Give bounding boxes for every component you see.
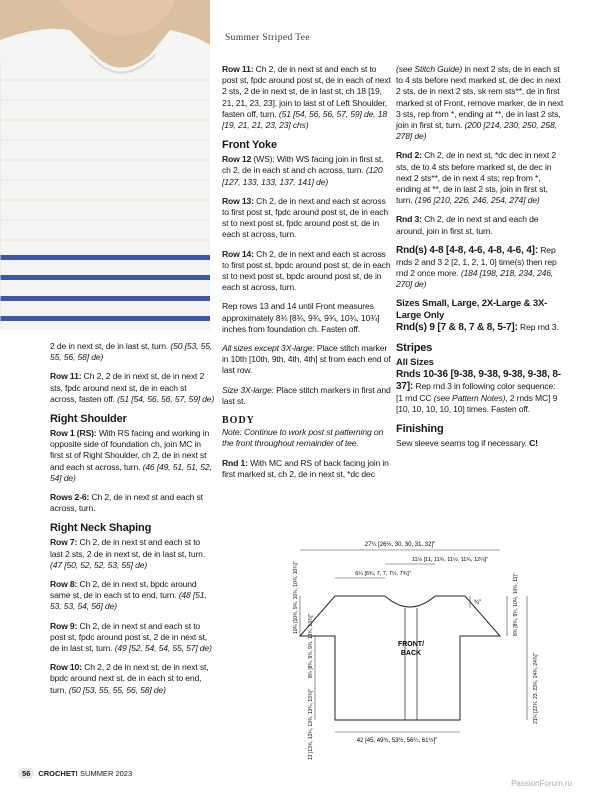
heading-finishing: Finishing — [396, 423, 444, 436]
column-1 — [50, 341, 215, 704]
label-height-right: 21¾ [22¾, 23, 23¾, 24¼, 24¾]" — [533, 652, 539, 724]
paragraph-row-7: Row 7: Ch 2, de in next st and each st to last 2 sts, 2 de in next st, de in last st, turn. (47 [50, 52, 52, 53, 55] de) — [50, 537, 206, 570]
label-neck-depth: ¾" — [474, 600, 482, 606]
issue-label: SUMMER 2023 — [77, 769, 133, 778]
paragraph-rnd-1-cont: (see Stitch Guide) in next 2 sts, de in each st to 4 sts before next marked st, de dec in next 2 sts, de in next 2 sts, sk rem sts**, de in first marked st of Front, remove marker, de in next 3 sts, rep from *, ending at **, de in last 2 sts, join in first st, turn. (200 [214, 230, 250, 258, 278] de) — [396, 64, 564, 142]
paragraph-rnd-9: Rnd(s) 9 [7 & 8, 7 & 8, 5-7]: Rep rnd 3. — [396, 321, 559, 333]
running-head: Summer Striped Tee — [225, 33, 310, 43]
paragraph-row-14: Row 14: Ch 2, de in next and each st across to first post st, bpdc around post st, de in each st to next post st, bpdc around post st, de in each st across, turn. — [222, 248, 391, 293]
paragraph-rnd-2: Rnd 2: Ch 2, de in next st, *dc dec in next 2 sts, de to 4 sts before marked st, de dec in next 2 sts**, de in next 4 sts; rep from *, ending at **, de in last 2 sts, join in first st, turn. (196 [210, 226, 246, 254, 274] de) — [396, 150, 556, 206]
paragraph-all-sizes-except: All sizes except 3X-large: Place stitch marker in 10th [10th, 9th, 4th, 4th] st from each end of last row. — [222, 343, 391, 376]
paragraph-row-8: Row 8: Ch 2, de in next st, bpdc around same st, de in each st to end, turn. (48 [51, 53, 53, 54, 56] de) — [50, 579, 207, 612]
paragraph-repeat: Rep rows 13 and 14 until Front measures approximately 8¾ [8¾, 9¾, 9¾, 10¾, 10¾] inches from foundation ch. Fasten off. — [222, 301, 380, 334]
label-neck-width: 11½ [11, 11¾, 11½, 11¾, 12¼]" — [411, 557, 489, 563]
photo-model — [0, 0, 210, 330]
paragraph-finishing: Sew sleeve seams tog if necessary. C! — [396, 438, 538, 449]
page-footer — [18, 768, 132, 779]
label-shoulder-width: 6¼ [6¾, 7, 7, 7½, 7¾]" — [355, 571, 411, 577]
label-body-left: 13 [13¾, 13¾, 13¾, 13¾, 13¾]" — [308, 688, 314, 760]
paragraph-row-11-left: Row 11: Ch 2, de in next st and each st to post st, fpdc around post st, de in each of next 2 sts, 2 de in next st, de in last st, ch 18 [19, 21, 21, 23, 23], join to last st of Left Shoulder, fasten off, turn. (51 [54, 56, 56, 57, 59] de, 18 [19, 21, 21, 23, 23] chs) — [222, 64, 391, 131]
magazine-name: CROCHET! — [38, 769, 78, 778]
heading-right-shoulder: Right Shoulder — [50, 413, 127, 426]
paragraph-row-11: Row 11: Ch 2, 2 de in next st, de in next 2 sts, fpdc around next st, de in each st across, fasten off. (51 [54, 56, 56, 57, 59] de) — [50, 371, 215, 404]
label-back: BACK — [400, 650, 422, 657]
page-number: 56 — [18, 768, 34, 779]
schematic-diagram — [295, 528, 575, 766]
label-bottom-width: 42 [45, 49¾, 53½, 56¼, 61½]" — [356, 738, 438, 744]
label-front: FRONT/ — [397, 641, 425, 648]
photo-illustration — [0, 0, 210, 330]
label-top-width: 27¼ [26½, 30, 30, 31, 32]" — [364, 542, 436, 548]
heading-body: BODY — [222, 415, 255, 427]
paragraph-rnds-4-8: Rnd(s) 4-8 [4-8, 4-6, 4-8, 4-6, 4]: Rep rnds 2 and 3 2 [2, 1, 2, 1, 0] time(s) then rep rnd 2 once more. (184 [198, 218, 234, 246, 270] de) — [396, 244, 557, 290]
paragraph-size-3x: Size 3X-large: Place stitch markers in first and last st. — [222, 384, 391, 406]
heading-front-yoke: Front Yoke — [222, 139, 277, 152]
heading-stripes: Stripes — [396, 341, 433, 354]
paragraph-rnd-1: Rnd 1: With MC and RS of back facing join in first marked st, ch 2, de in next st, *dc dec — [222, 457, 389, 479]
paragraph-row-9: Row 9: Ch 2, de in next st and each st to post st, fpdc around post st, 2 de in next st, de in last st, turn. (49 [52, 54, 54, 55, 57] de) — [50, 620, 212, 654]
watermark: PassionForum.ru — [511, 779, 572, 788]
paragraph-rnds-10-36: Rnds 10-36 [9-38, 9-38, 9-38, 9-38, 8-37]: Rep rnd 3 in following color sequence: [1 rnd CC (see Pattern Notes), 2 rnds MC] 9 [10, 10, 10, 10, 10] times. Fasten off. — [396, 369, 561, 415]
column-3 — [396, 64, 564, 458]
paragraph-continuation: 2 de in next st, de in last st, turn. (50 [53, 55, 55, 56, 58] de) — [50, 341, 213, 363]
schematic-svg — [295, 528, 575, 766]
garment-outline — [300, 596, 500, 720]
paragraph-row-1: Row 1 (RS): With RS facing and working in opposite side of foundation ch, join MC in first st of Right Shoulder, ch 2, de in next st and each st across, turn. (46 [49, 51, 51, 52, 54] de) — [50, 428, 212, 483]
paragraph-rnd-3: Rnd 3: Ch 2, de in next st and each de around, join in first st, turn. — [396, 214, 539, 236]
column-2 — [222, 64, 392, 488]
paragraph-rows-2-6: Rows 2-6: Ch 2, de in next st and each st across, turn. — [50, 492, 203, 514]
paragraph-row-12: Row 12 (WS): With WS facing join in first st, ch 2, de in each st and ch across, turn. (120 [127, 133, 133, 137, 141] de) — [222, 154, 384, 187]
label-sleeve-left: 10¼ [10¾, 9¾, 10¾, 10¾, 10¾]" — [293, 561, 299, 634]
heading-right-neck-shaping: Right Neck Shaping — [50, 522, 152, 535]
label-sleeve-right: 8¾ [8¾, 9¾, 10¼, 10¾, 11]" — [513, 573, 519, 636]
paragraph-row-13: Row 13: Ch 2, de in next and each st across to first post st, fpdc around post st, de in each st to next post st, fpdc around post st, de in each st across, turn. — [222, 195, 389, 240]
heading-all-sizes: All Sizes — [396, 356, 434, 368]
heading-sizes-only: Sizes Small, Large, 2X-Large & 3X-Large Only — [396, 298, 548, 321]
paragraph-note: Note: Continue to work post st patterning on the front throughout remainder of tee. — [222, 427, 384, 449]
paragraph-row-10: Row 10: Ch 2, 2 de in next st, de in next st, bpdc around next st, de in each st to end, turn. (50 [53, 55, 55, 56, 58] de) — [50, 662, 209, 695]
label-armhole-left: 8¼ [8¾, 9¾, 9¾, 13¾, 13¾]" — [308, 613, 314, 678]
